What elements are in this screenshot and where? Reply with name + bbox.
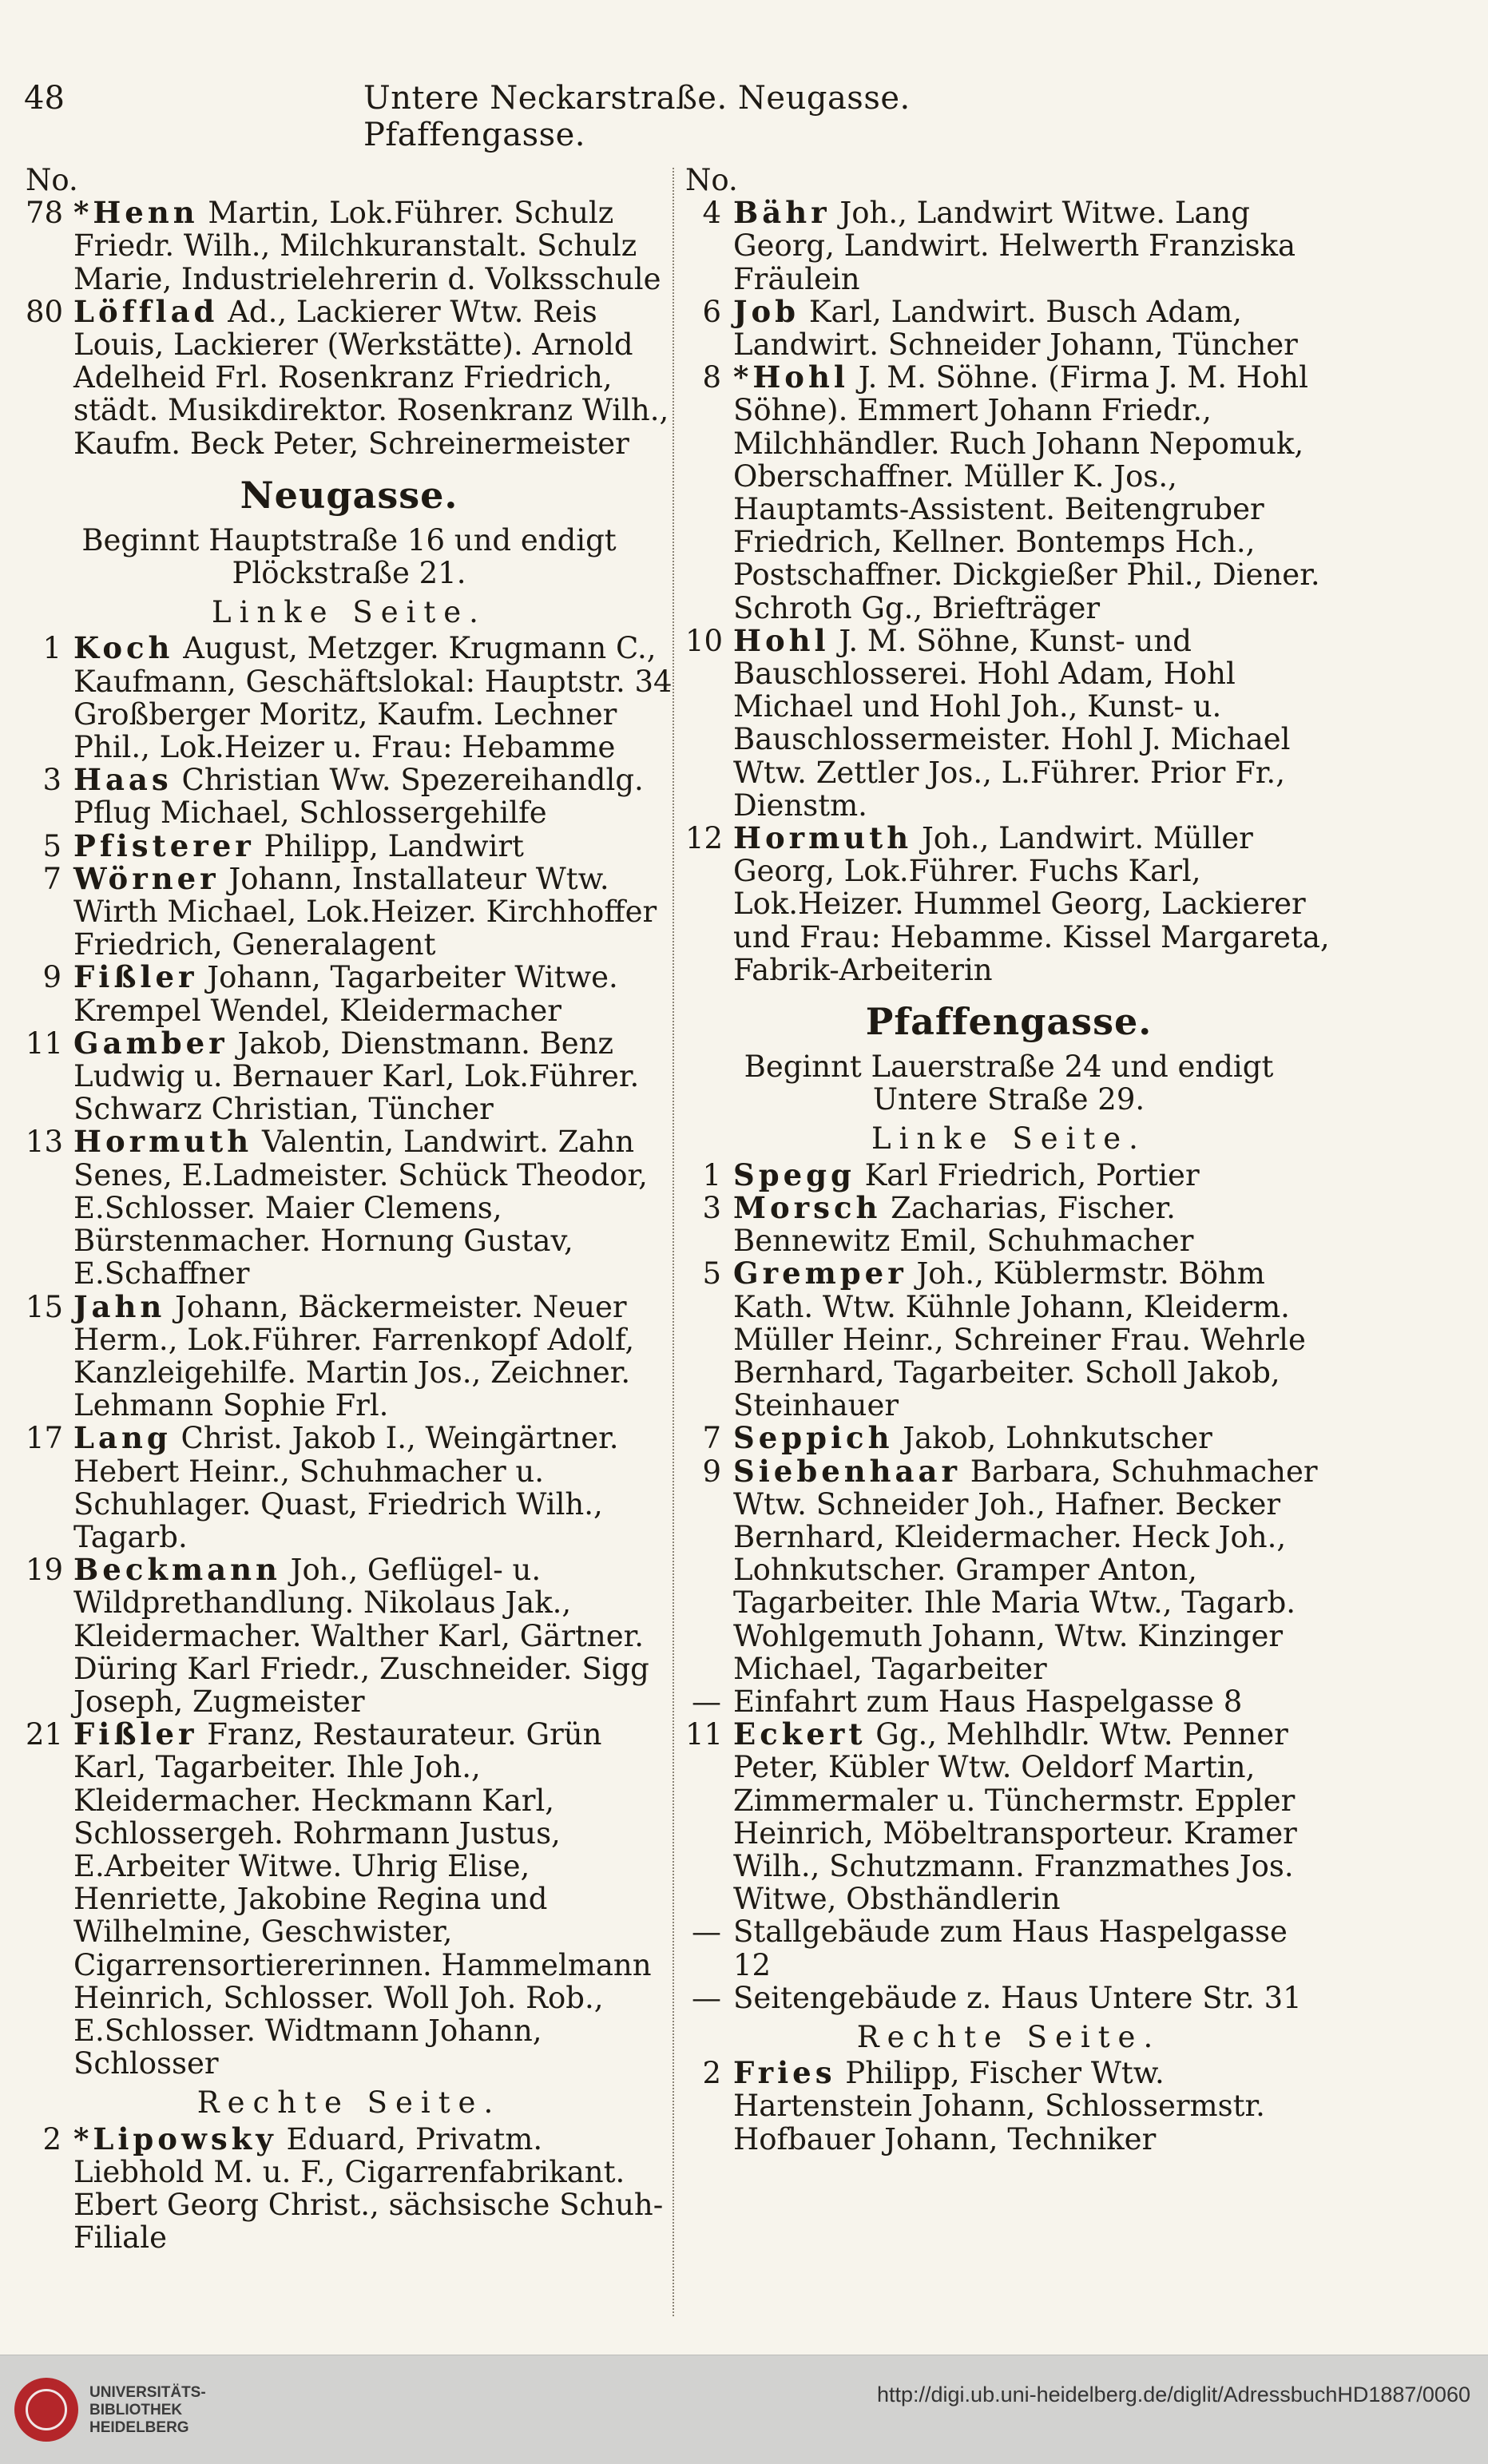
house-number: 1 (42, 631, 62, 666)
owner-name: *Henn (73, 195, 199, 231)
owner-name: Spegg (733, 1157, 855, 1192)
residents-text: Johann, Installateur Wtw. Wirth Michael, Lok.Heizer. Kirchhoffer Friedrich, Generalagent (73, 861, 657, 962)
residents-text: Einfahrt zum Haus Haspelgasse 8 (733, 1684, 1243, 1719)
directory-entry (685, 1915, 1332, 1981)
page-title: Untere Neckarstraße. Neugasse. Pfaffengasse. (363, 80, 911, 153)
residents-text: Valentin, Landwirt. Zahn Senes, E.Ladmeister. Schück Theodor, E.Schlosser. Maier Clemens, Bürstenmacher. Hornung Gustav, E.Schaffner (73, 1125, 648, 1292)
house-number: 2 (702, 2056, 721, 2091)
street-title: Neugasse. (240, 473, 458, 517)
residents-text: Martin, Lok.Führer. Schulz Friedr. Wilh., Milchkuranstalt. Schulz Marie, Industrielehrerin d. Volksschule (73, 196, 661, 296)
owner-name: Morsch (733, 1189, 882, 1225)
directory-entry (26, 293, 673, 461)
residents-text: Ad., Lackierer Wtw. Reis Louis, Lackierer (Werkstätte). Arnold Adelheid Frl. Rosenkranz Friedrich, städt. Musikdirektor. Rosenkranz Wilh., Kaufm. Beck Peter, Schreinermeister (73, 294, 669, 461)
directory-entry (685, 622, 1332, 823)
column-divider (673, 168, 674, 2316)
house-number: 1 (702, 1157, 721, 1192)
residents-text: Stallgebäude zum Haus Haspelgasse 12 (733, 1914, 1288, 1982)
number-column-label: No. (26, 164, 78, 197)
residents-text: Joh., Küblermstr. Böhm Kath. Wtw. Kühnle Johann, Kleiderm. Müller Heinr., Schreiner Frau. Wehrle Bernhard, Tagarbeiter. Scholl Jakob, Steinhauer (733, 1256, 1306, 1423)
directory-entry (685, 1685, 1332, 1718)
directory-entry (685, 293, 1332, 363)
directory-entry (685, 1982, 1332, 2014)
entry-list (685, 2057, 1332, 2156)
directory-entry (26, 1422, 673, 1553)
source-url-link[interactable]: http://digi.ub.uni-heidelberg.de/diglit/AdressbuchHD1887/0060 (876, 2383, 1470, 2406)
side-heading: Linke Seite. (212, 595, 486, 630)
residents-text: Karl, Landwirt. Busch Adam, Landwirt. Schneider Johann, Tüncher (733, 294, 1298, 363)
house-number: 80 (26, 294, 64, 329)
house-number: 3 (702, 1190, 721, 1225)
directory-entry (26, 764, 673, 829)
house-number: 2 (42, 2121, 62, 2156)
house-number: 6 (702, 294, 721, 329)
residents-text: J. M. Söhne. (Firma J. M. Hohl Söhne). Emmert Johann Friedr., Milchhändler. Ruch Johann Nepomuk, Oberschaffner. Müller K. Jos., Hauptamts-Assistent. Beitengruber Friedrich, Kellner. Bontemps Hch., Postschaffner. Dickgießer Phil., Diener. Schroth Gg., Briefträger (733, 360, 1320, 625)
residents-text: Karl Friedrich, Portier (855, 1157, 1200, 1192)
house-number: 7 (702, 1421, 721, 1456)
logo-line: BIBLIOTHEK (89, 2402, 183, 2418)
house-number: 5 (42, 828, 62, 863)
owner-name: Fißler (73, 959, 198, 995)
left-column (26, 164, 673, 2320)
house-number: — (692, 1914, 721, 1950)
directory-entry (26, 860, 673, 962)
page-header (24, 80, 1014, 153)
residents-text: Johann, Tagarbeiter Witwe. Krempel Wendel, Kleidermacher (73, 960, 618, 1028)
entry-list (26, 2123, 673, 2255)
house-number: — (692, 1980, 721, 2015)
house-number: 21 (26, 1717, 64, 1752)
house-number: — (692, 1684, 721, 1719)
owner-name: Hohl (733, 622, 830, 658)
house-number: 13 (26, 1125, 64, 1160)
residents-text: Barbara, Schuhmacher Wtw. Schneider Joh., Hafner. Becker Bernhard, Kleidermacher. Heck Joh., Lohnkutscher. Gramper Anton, Tagarbeiter. Ihle Maria Wtw., Tagarb. Wohlgemuth Johann, Wtw. Kinzinger Michael, Tagarbeiter (733, 1454, 1318, 1686)
residents-text: Joh., Landwirt Witwe. Lang Georg, Landwirt. Helwerth Franziska Fräulein (733, 196, 1296, 296)
residents-text: Philipp, Landwirt (254, 828, 524, 863)
owner-name: Job (733, 293, 800, 329)
entry-list (26, 632, 673, 2080)
directory-entry (26, 1553, 673, 1718)
owner-name: Pfisterer (73, 827, 255, 863)
house-number: 9 (42, 960, 62, 995)
house-number: 5 (702, 1256, 721, 1292)
number-column-label: No. (685, 164, 738, 197)
owner-name: *Hohl (733, 359, 849, 395)
directory-entry (685, 1455, 1332, 1685)
residents-text: Johann, Bäckermeister. Neuer Herm., Lok.Führer. Farrenkopf Adolf, Kanzleigehilfe. Martin Jos., Zeichner. Lehmann Sophie Frl. (73, 1289, 635, 1423)
residents-text: Zacharias, Fischer. Bennewitz Emil, Schuhmacher (733, 1190, 1194, 1259)
directory-entry (685, 1159, 1332, 1192)
owner-name: Hormuth (733, 820, 913, 856)
entry-list (685, 196, 1332, 986)
house-number: 4 (702, 196, 721, 231)
owner-name: Gremper (733, 1256, 907, 1292)
house-number: 10 (685, 623, 724, 658)
residents-text: Franz, Restaurateur. Grün Karl, Tagarbeiter. Ihle Joh., Kleidermacher. Heckmann Karl, Schlossergeh. Rohrmann Justus, E.Arbeiter Witwe. Uhrig Elise, Henriette, Jakobine Regina und Wilhelmine, Geschwister, Cigarrensortiererinnen. Hammelmann Heinrich, Schlosser. Woll Joh. Rob., E.Schlosser. Widtmann Johann, Schlosser (73, 1717, 652, 2081)
owner-name: Löfflad (73, 293, 219, 329)
directory-entry (685, 1189, 1332, 1259)
directory-entry (685, 361, 1332, 625)
directory-entry (26, 1288, 673, 1423)
owner-name: Jahn (73, 1288, 166, 1324)
owner-name: Hormuth (73, 1124, 253, 1160)
residents-text: Christ. Jakob I., Weingärtner. Hebert Heinr., Schuhmacher u. Schuhlager. Quast, Friedrich Wilh., Tagarb. (73, 1421, 619, 1554)
house-number: 3 (42, 763, 62, 798)
owner-name: Eckert (733, 1716, 867, 1752)
side-heading: Rechte Seite. (196, 2085, 502, 2121)
directory-entry (26, 2123, 673, 2255)
directory-entry (685, 1257, 1332, 1422)
side-heading: Rechte Seite. (856, 2019, 1161, 2054)
directory-entry (685, 2057, 1332, 2156)
directory-entry (685, 196, 1332, 296)
entry-list (26, 196, 673, 460)
residents-text: Gg., Mehlhdlr. Wtw. Penner Peter, Kübler Wtw. Oeldorf Martin, Zimmermaler u. Tünchermstr. Eppler Heinrich, Möbeltransporteur. Kramer Wilh., Schutzmann. Franzmathes Jos. Witwe, Obsthändlerin (733, 1717, 1297, 1917)
directory-entry (685, 822, 1332, 986)
residents-text: Eduard, Privatm. Liebhold M. u. F., Cigarrenfabrikant. Ebert Georg Christ., sächsische Schuh-Filiale (73, 2121, 664, 2256)
entry-list (685, 1159, 1332, 2014)
house-number: 8 (702, 360, 721, 395)
house-number: 17 (26, 1421, 64, 1456)
directory-entry (685, 1422, 1332, 1454)
house-number: 12 (685, 821, 724, 856)
house-number: 11 (26, 1026, 64, 1061)
house-number: 19 (26, 1553, 64, 1588)
owner-name: Fißler (73, 1716, 198, 1752)
residents-text: August, Metzger. Krugmann C., Kaufmann, Geschäftslokal: Hauptstr. 34 Großberger Moritz, Kaufm. Lechner Phil., Lok.Heizer u. Frau: Hebamme (73, 631, 673, 765)
university-seal-icon (14, 2378, 78, 2442)
residents-text: J. M. Söhne, Kunst- und Bauschlosserei. Hohl Adam, Hohl Michael und Hohl Joh., Kunst- u. Bauschlossermeister. Hohl J. Michael Wtw. Zettler Jos., L.Führer. Prior Fr., Dienstm. (733, 623, 1291, 823)
owner-name: Haas (73, 762, 173, 798)
directory-entry (26, 196, 673, 296)
library-footer (0, 2355, 1488, 2464)
directory-entry (26, 1027, 673, 1126)
residents-text: Joh., Landwirt. Müller Georg, Lok.Führer. Fuchs Karl, Lok.Heizer. Hummel Georg, Lackierer und Frau: Hebamme. Kissel Margareta, Fabrik-Arbeiterin (733, 821, 1330, 987)
directory-entry (685, 1718, 1332, 1915)
directory-entry (26, 961, 673, 1026)
logo-line: HEIDELBERG (89, 2419, 189, 2436)
residents-text: Jakob, Dienstmann. Benz Ludwig u. Bernauer Karl, Lok.Führer. Schwarz Christian, Tüncher (73, 1026, 640, 1127)
owner-name: Gamber (73, 1025, 228, 1061)
street-description: Beginnt Hauptstraße 16 und endigt Plöckstraße 21. (81, 522, 617, 591)
owner-name: Fries (733, 2055, 836, 2091)
street-title: Pfaffengasse. (865, 1000, 1153, 1044)
residents-text: Philipp, Fischer Wtw. Hartenstein Johann, Schlossermstr. Hofbauer Johann, Techniker (733, 2056, 1265, 2156)
directory-entry (26, 827, 673, 863)
owner-name: Siebenhaar (733, 1453, 961, 1489)
directory-entry (26, 632, 673, 764)
residents-text: Christian Ww. Spezereihandlg. Pflug Michael, Schlossergehilfe (73, 763, 644, 831)
house-number: 15 (26, 1289, 64, 1324)
owner-name: Bähr (733, 195, 831, 231)
house-number: 7 (42, 861, 62, 896)
right-column (685, 164, 1332, 2320)
house-number: 11 (685, 1717, 724, 1752)
residents-text: Seitengebäude z. Haus Untere Str. 31 (733, 1980, 1302, 2015)
owner-name: Beckmann (73, 1552, 281, 1588)
owner-name: Wörner (73, 860, 220, 896)
library-logo-text (89, 2384, 206, 2437)
directory-entry (26, 1125, 673, 1290)
page-number: 48 (24, 80, 65, 117)
house-number: 9 (702, 1454, 721, 1489)
owner-name: Lang (73, 1420, 172, 1456)
residents-text: Joh., Geflügel- u. Wildprethandlung. Nikolaus Jak., Kleidermacher. Walther Karl, Gärtner. Düring Karl Friedr., Zuschneider. Sigg Joseph, Zugmeister (73, 1553, 649, 1719)
residents-text: Jakob, Lohnkutscher (893, 1421, 1212, 1456)
owner-name: *Lipowsky (73, 2121, 277, 2156)
logo-line: UNIVERSITÄTS- (89, 2384, 206, 2401)
side-heading: Linke Seite. (871, 1121, 1146, 1157)
owner-name: Seppich (733, 1420, 894, 1456)
house-number: 78 (26, 196, 64, 231)
street-description: Beginnt Lauerstraße 24 und endigt Untere Straße 29. (744, 1049, 1274, 1117)
owner-name: Koch (73, 630, 174, 666)
directory-entry (26, 1718, 673, 2080)
